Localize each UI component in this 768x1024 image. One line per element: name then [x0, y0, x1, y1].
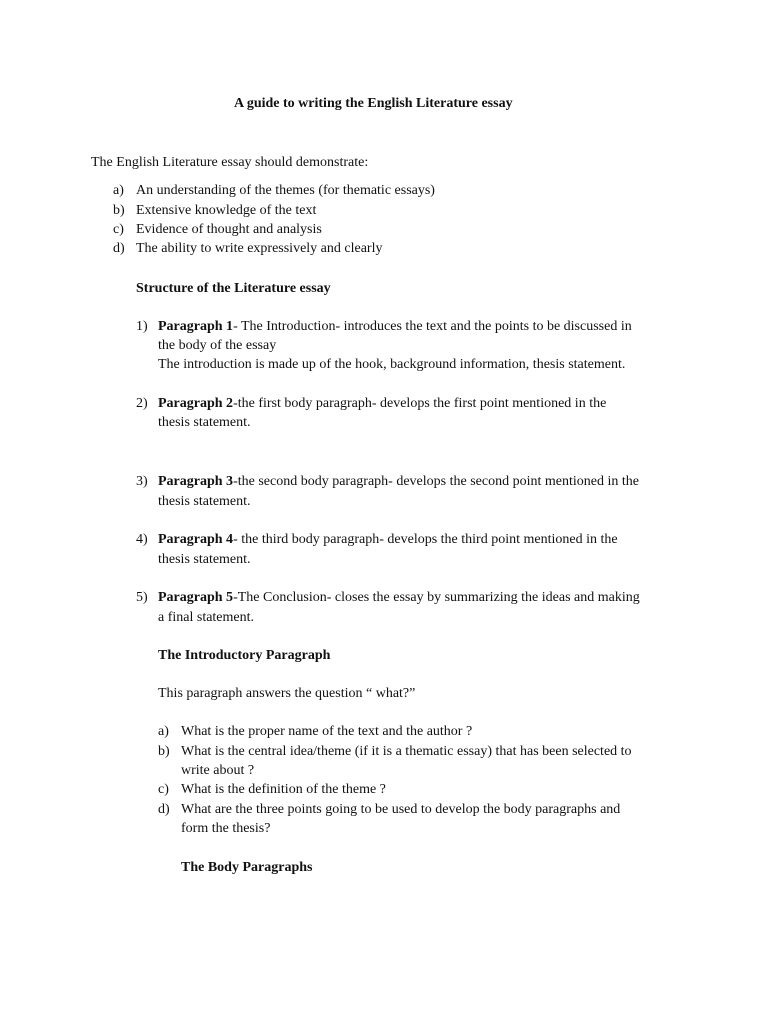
paragraph-label: Paragraph 5 — [158, 590, 234, 605]
document-title: A guide to writing the English Literature essay — [234, 96, 513, 111]
paragraph-text: - The Introduction- introduces the text and the points to be discussed in — [233, 319, 632, 334]
paragraph-line: thesis statement. — [158, 552, 251, 567]
list-marker: c) — [113, 222, 124, 237]
intro-paragraph-text: This paragraph answers the question “ what?” — [158, 686, 416, 701]
list-marker: d) — [158, 802, 170, 817]
paragraph-line — [158, 530, 618, 550]
intro-paragraph-heading: The Introductory Paragraph — [158, 648, 331, 663]
paragraph-text: -the first body paragraph- develops the first point mentioned in the — [233, 396, 607, 411]
list-marker: b) — [113, 203, 125, 218]
paragraph-line: thesis statement. — [158, 494, 251, 509]
list-item: Extensive knowledge of the text — [136, 203, 317, 218]
paragraph-line: The introduction is made up of the hook, background information, thesis statement. — [158, 357, 626, 372]
list-item: The ability to write expressively and clearly — [136, 241, 383, 256]
paragraph-label: Paragraph 2 — [158, 396, 234, 411]
paragraph-text: -The Conclusion- closes the essay by summarizing the ideas and making — [233, 590, 640, 605]
paragraph-line: the body of the essay — [158, 338, 277, 353]
paragraph-line: a final statement. — [158, 610, 255, 625]
body-paragraphs-heading: The Body Paragraphs — [181, 860, 313, 875]
paragraph-line — [158, 472, 639, 492]
list-item: What are the three points going to be used to develop the body paragraphs and — [181, 802, 621, 817]
list-item: What is the central idea/theme (if it is a thematic essay) that has been selected to — [181, 744, 632, 759]
list-marker: c) — [158, 782, 169, 797]
paragraph-line — [158, 588, 640, 608]
list-item-continued: form the thesis? — [181, 821, 271, 836]
list-marker: 5) — [136, 590, 148, 605]
paragraph-label: Paragraph 4 — [158, 532, 234, 547]
list-item: An understanding of the themes (for thematic essays) — [136, 183, 435, 198]
list-marker: b) — [158, 744, 170, 759]
list-marker: 4) — [136, 532, 148, 547]
paragraph-line — [158, 317, 632, 337]
paragraph-text: -the second body paragraph- develops the second point mentioned in the — [233, 474, 639, 489]
paragraph-line: thesis statement. — [158, 415, 251, 430]
paragraph-label: Paragraph 3 — [158, 474, 234, 489]
list-marker: a) — [113, 183, 124, 198]
structure-heading: Structure of the Literature essay — [136, 281, 331, 296]
list-marker: a) — [158, 724, 169, 739]
list-item: What is the definition of the theme ? — [181, 782, 386, 797]
list-item: Evidence of thought and analysis — [136, 222, 322, 237]
paragraph-text: - the third body paragraph- develops the third point mentioned in the — [233, 532, 618, 547]
list-marker: 2) — [136, 396, 148, 411]
paragraph-line — [158, 394, 606, 414]
list-marker: 1) — [136, 319, 148, 334]
list-marker: d) — [113, 241, 125, 256]
paragraph-label: Paragraph 1 — [158, 319, 234, 334]
list-item-continued: write about ? — [181, 763, 255, 778]
list-marker: 3) — [136, 474, 148, 489]
intro-text: The English Literature essay should demonstrate: — [91, 155, 369, 170]
list-item: What is the proper name of the text and the author ? — [181, 724, 473, 739]
